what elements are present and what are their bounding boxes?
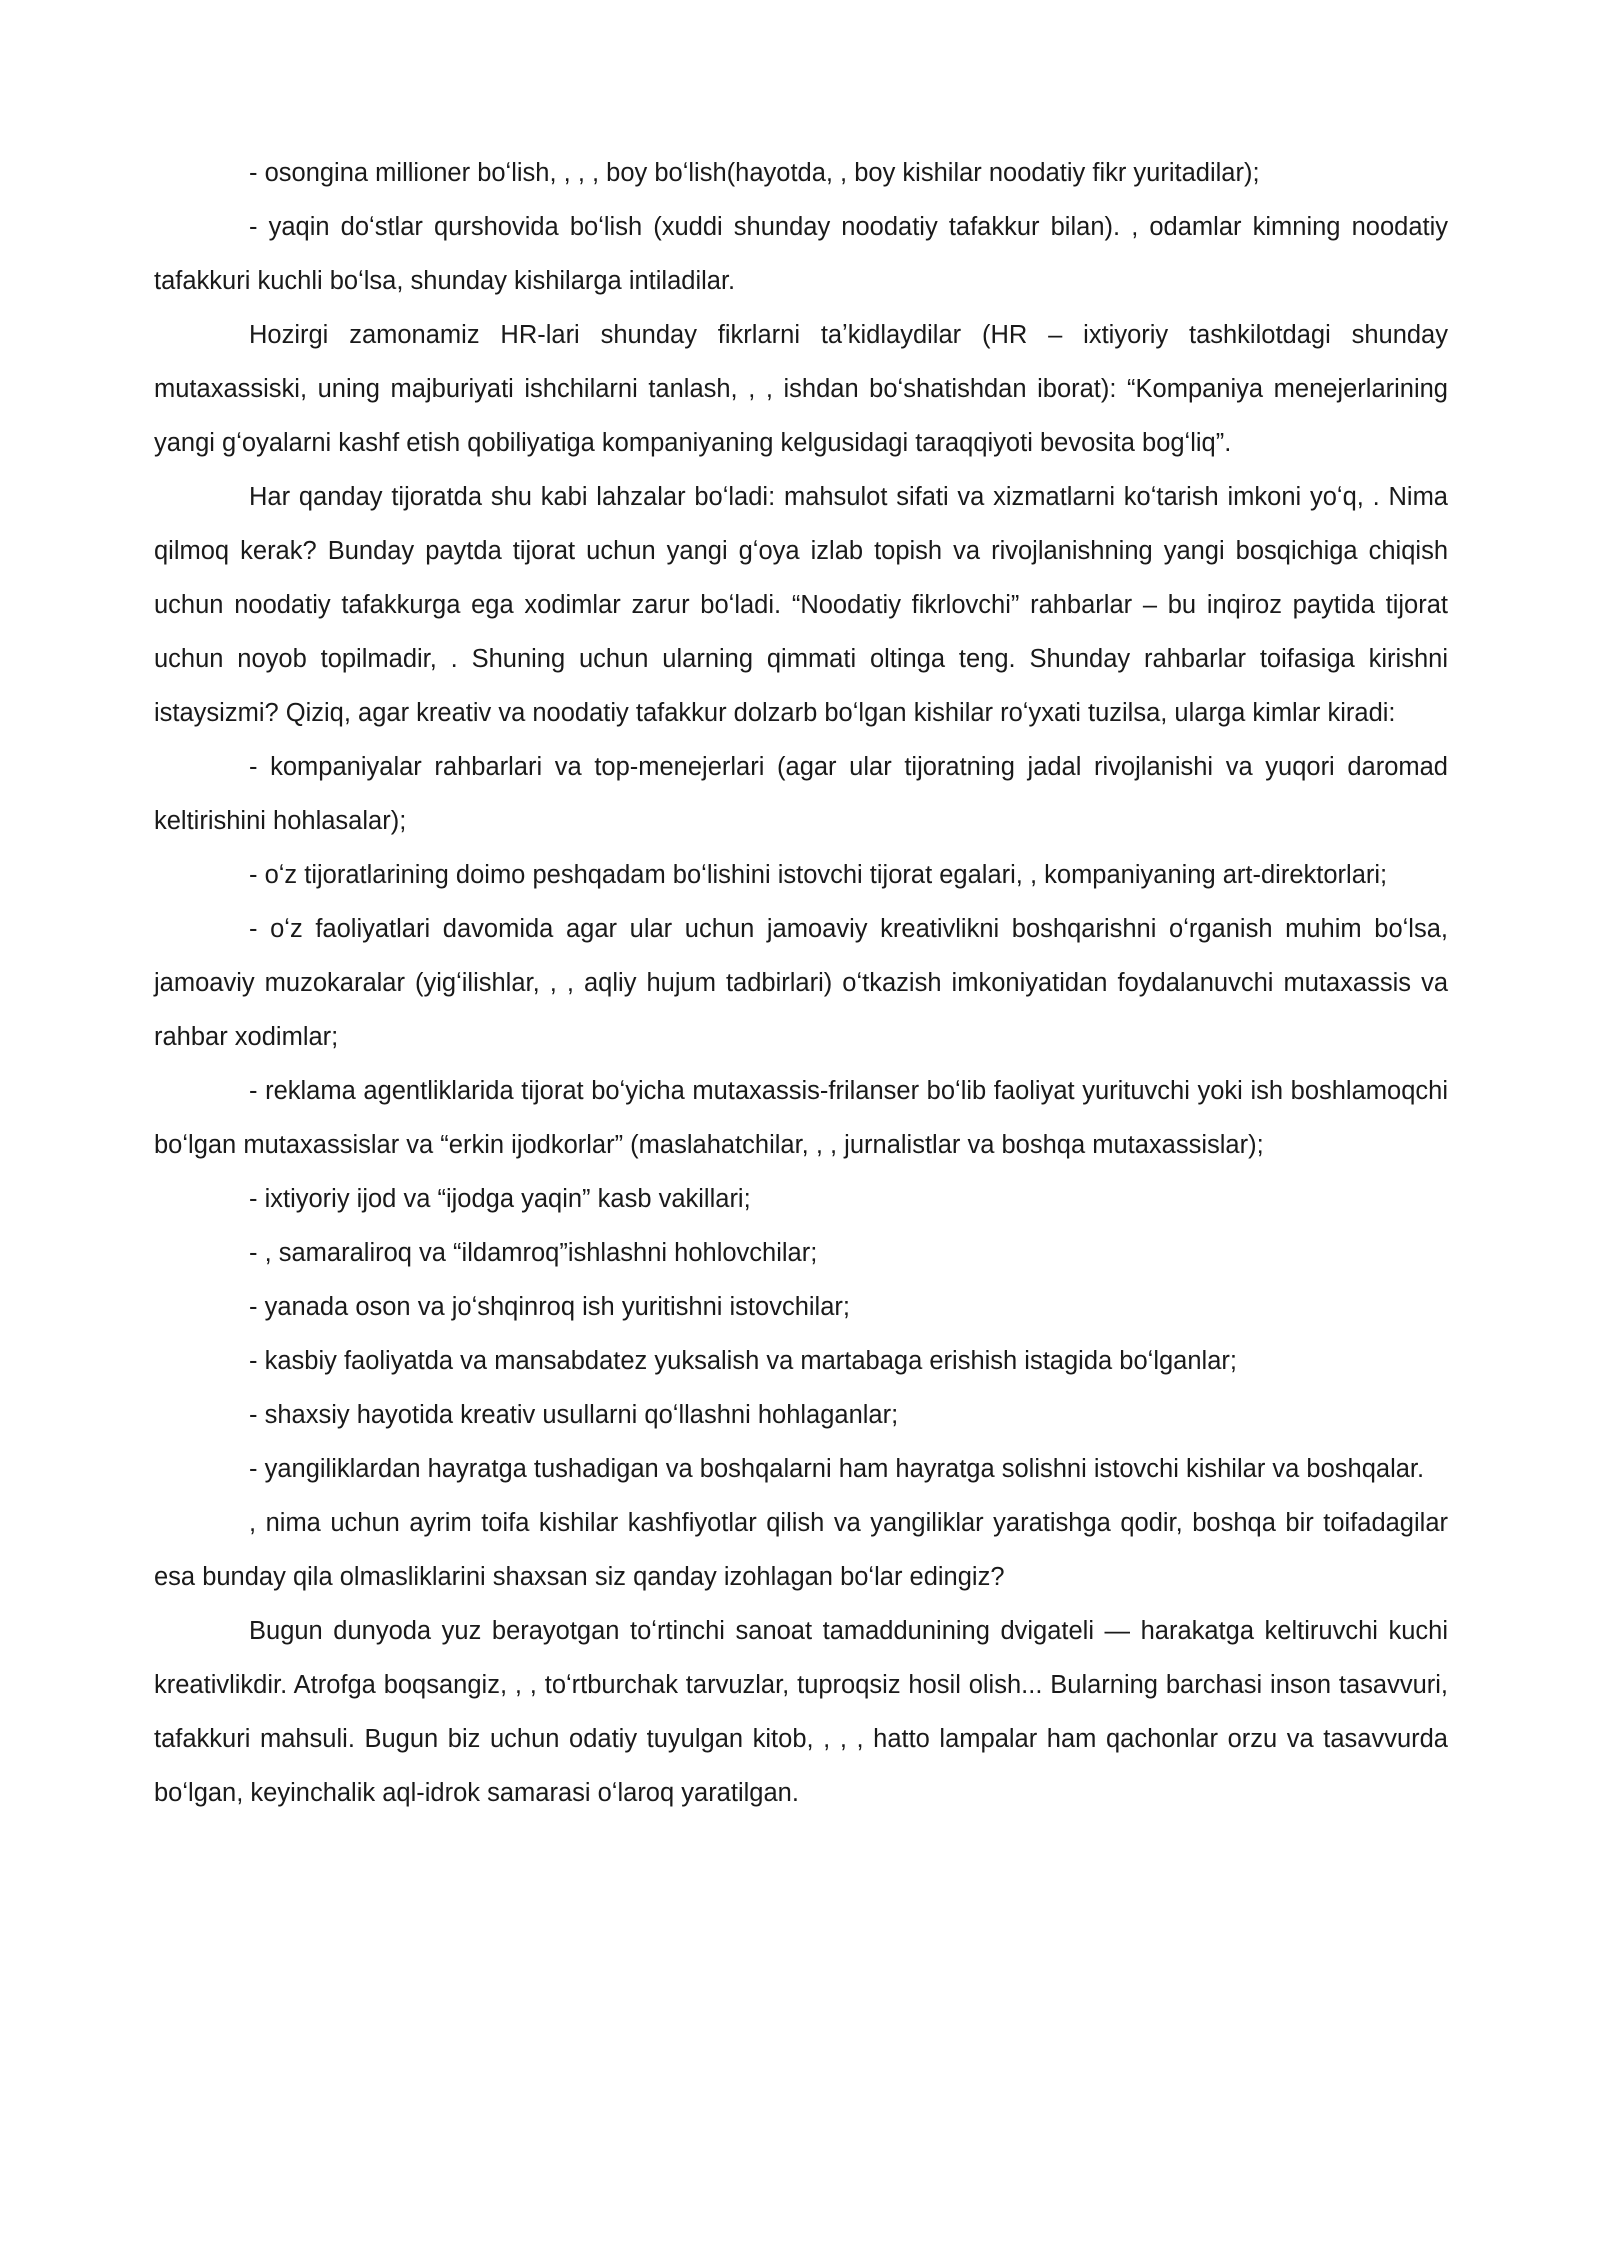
list-item-millioner: - osongina millioner boʻlish, , , , boy boʻlish(hayotda, , boy kishilar noodatiy fikr yuritadilar);: [249, 159, 1260, 187]
list-item-ijod: - ixtiyoriy ijod va “ijodga yaqin” kasb vakillari;: [249, 1185, 751, 1213]
list-item-tijorat-egalari: - oʻz tijoratlarining doimo peshqadam boʻlishini istovchi tijorat egalari, , kompaniyaning art-direktorlari;: [249, 861, 1388, 889]
list-item-kasbiy: - kasbiy faoliyatda va mansabdatez yuksalish va martabaga erishish istagida boʻlganlar;: [249, 1347, 1237, 1375]
list-item-reklama: - reklama agentliklarida tijorat boʻyicha mutaxassis-frilanser boʻlib faoliyat yurituvchi yoki ish boshlamoqchi boʻlgan mutaxassislar va “erkin ijodkorlar” (maslahatchilar, , , jurnalistlar va boshqa mutaxassislar);: [154, 1077, 1448, 1159]
list-item-oson: - yanada oson va joʻshqinroq ish yuritishni istovchilar;: [249, 1293, 850, 1321]
list-item-yangiliklar: - yangiliklardan hayratga tushadigan va boshqalarni ham hayratga solishni istovchi kishilar va boshqalar.: [249, 1455, 1425, 1483]
list-item-rahbarlar: - kompaniyalar rahbarlari va top-menejerlari (agar ular tijoratning jadal rivojlanishi va yuqori daromad keltirishini hohlasalar);: [154, 753, 1448, 835]
list-item-samaraliroq: - , samaraliroq va “ildamroq”ishlashni hohlovchilar;: [249, 1239, 818, 1267]
paragraph-tijorat: Har qanday tijoratda shu kabi lahzalar boʻladi: mahsulot sifati va xizmatlarni koʻtarish imkoni yoʻq, . Nima qilmoq kerak? Bunday paytda tijorat uchun yangi gʻoya izlab topish va rivojlanishning yangi bosqichiga chiqish uchun noodatiy tafakkurga ega xodimlar zarur boʻladi. “Noodatiy fikrlovchi” rahbarlar – bu inqiroz paytida tijorat uchun noyob topilmadir, . Shuning uchun ularning qimmati oltinga teng. Shunday rahbarlar toifasiga kirishni istaysizmi? Qiziq, agar kreativ va noodatiy tafakkur dolzarb boʻlgan kishilar roʻyxati tuzilsa, ularga kimlar kiradi:: [154, 483, 1448, 727]
paragraph-savol: , nima uchun ayrim toifa kishilar kashfiyotlar qilish va yangiliklar yaratishga qodir, boshqa bir toifadagilar esa bunday qila olmasliklarini shaxsan siz qanday izohlagan boʻlar edingiz?: [154, 1509, 1448, 1591]
paragraph-hr: Hozirgi zamonamiz HR-lari shunday fikrlarni taʼkidlaydilar (HR – ixtiyoriy tashkilotdagi shunday mutaxassiski, uning majburiyati ishchilarni tanlash, , , ishdan boʻshatishdan iborat): “Kompaniya menejerlarining yangi gʻoyalarni kashf etish qobiliyatiga kompaniyaning kelgusidagi taraqqiyoti bevosita bogʻliq”.: [154, 321, 1448, 457]
list-item-jamoaviy: - oʻz faoliyatlari davomida agar ular uchun jamoaviy kreativlikni boshqarishni oʻrganish muhim boʻlsa, jamoaviy muzokaralar (yigʻilishlar, , , aqliy hujum tadbirlari) oʻtkazish imkoniyatidan foydalanuvchi mutaxassis va rahbar xodimlar;: [154, 915, 1448, 1051]
list-item-shaxsiy: - shaxsiy hayotida kreativ usullarni qoʻllashni hohlaganlar;: [249, 1401, 899, 1429]
list-item-dostlar: - yaqin doʻstlar qurshovida boʻlish (xuddi shunday noodatiy tafakkur bilan). , odamlar kimning noodatiy tafakkuri kuchli boʻlsa, shunday kishilarga intiladilar.: [154, 213, 1448, 295]
document-page: [154, 146, 1448, 1820]
paragraph-kreativlik: Bugun dunyoda yuz berayotgan toʻrtinchi sanoat tamaddunining dvigateli — harakatga keltiruvchi kuchi kreativlikdir. Atrofga boqsangiz, , , toʻrtburchak tarvuzlar, tuproqsiz hosil olish... Bularning barchasi inson tasavvuri, tafakkuri mahsuli. Bugun biz uchun odatiy tuyulgan kitob, , , , hatto lampalar ham qachonlar orzu va tasavvurda boʻlgan, keyinchalik aql-idrok samarasi oʻlaroq yaratilgan.: [154, 1617, 1448, 1807]
